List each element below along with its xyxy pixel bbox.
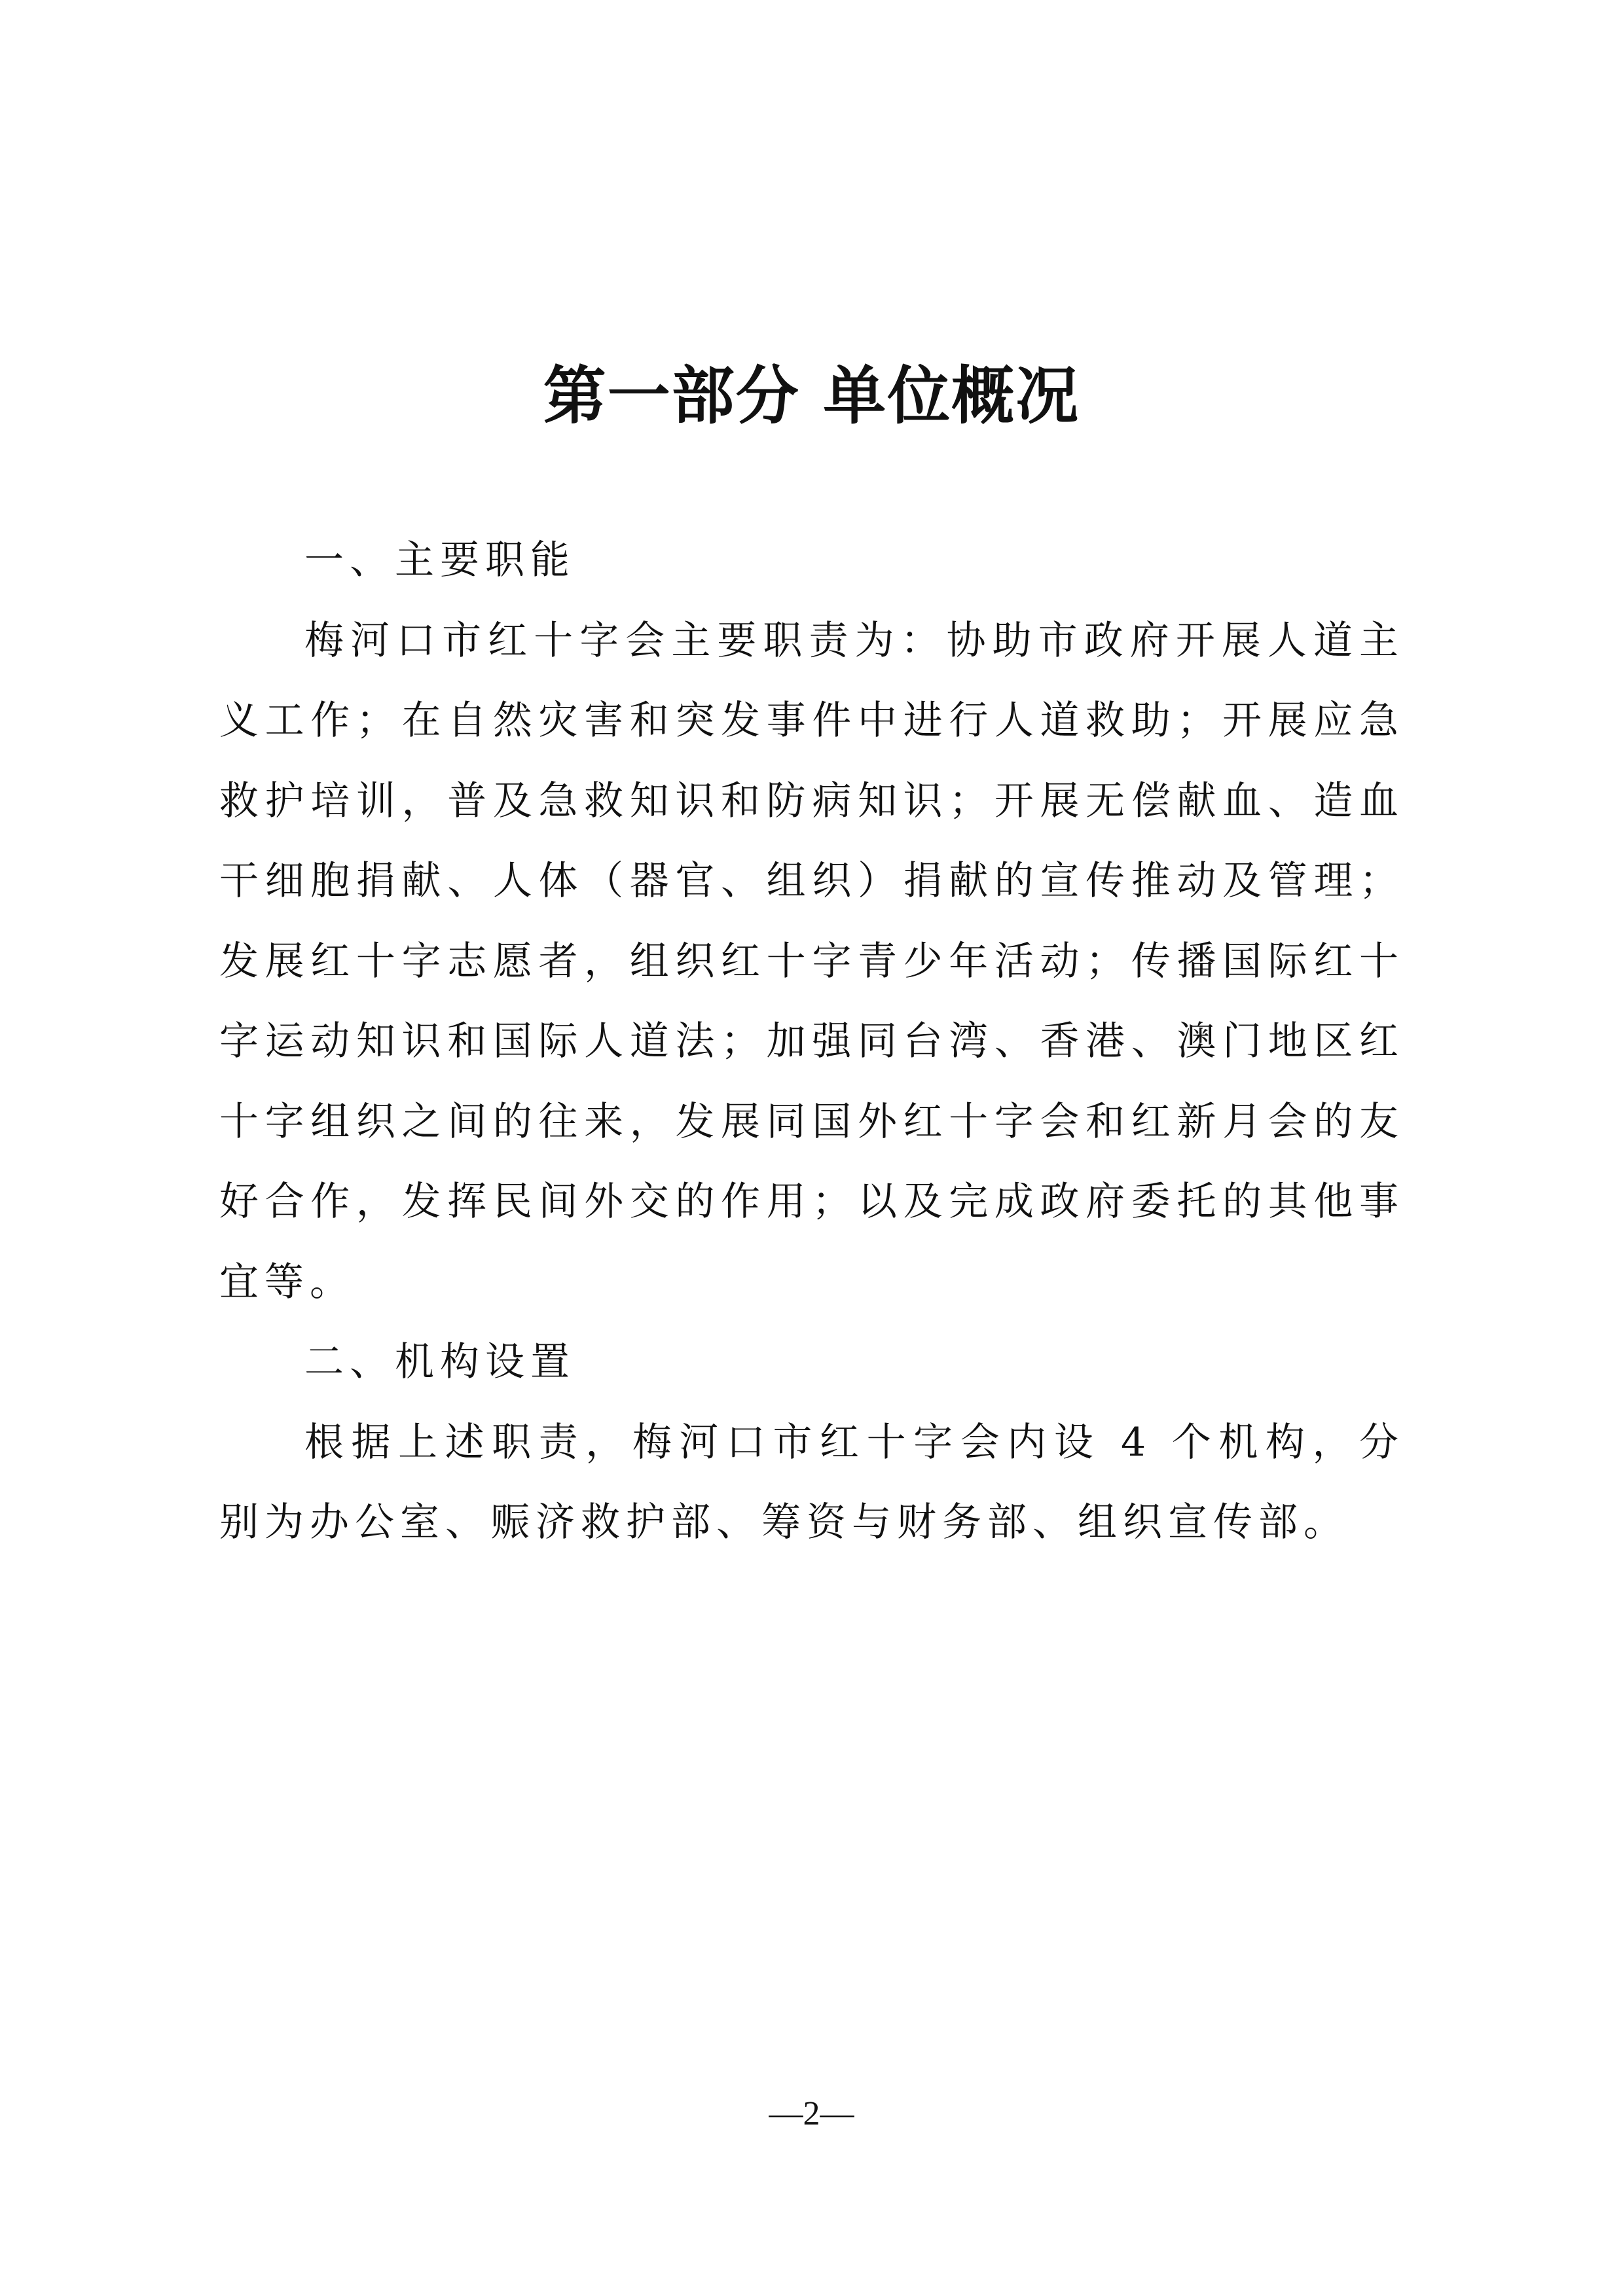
section-heading-main-functions: 一、主要职能 bbox=[304, 537, 575, 583]
section-paragraph-organization: 根据上述职责，梅河口市红十字会内设 4 个机构，分别为办公室、赈济救护部、筹资与财务部、组织宣传部。 bbox=[219, 1419, 1404, 1545]
section-paragraph-main-functions: 梅河口市红十字会主要职责为：协助市政府开展人道主义工作；在自然灾害和突发事件中进行人道救助；开展应急救护培训，普及急救知识和防病知识；开展无偿献血、造血干细胞捐献、人体（器官、组织）捐献的宣传推动及管理；发展红十字志愿者，组织红十字青少年活动；传播国际红十字运动知识和国际人道法；加强同台湾、香港、澳门地区红十字组织之间的往来，发展同国外红十字会和红新月会的友好合作，发挥民间外交的作用；以及完成政府委托的其他事宜等。 bbox=[219, 617, 1404, 1305]
document-body bbox=[219, 520, 1404, 1563]
section-heading-organization: 二、机构设置 bbox=[304, 1339, 575, 1385]
page-number: —2— bbox=[769, 2095, 854, 2132]
page-title: 第一部分 单位概况 bbox=[543, 359, 1080, 433]
